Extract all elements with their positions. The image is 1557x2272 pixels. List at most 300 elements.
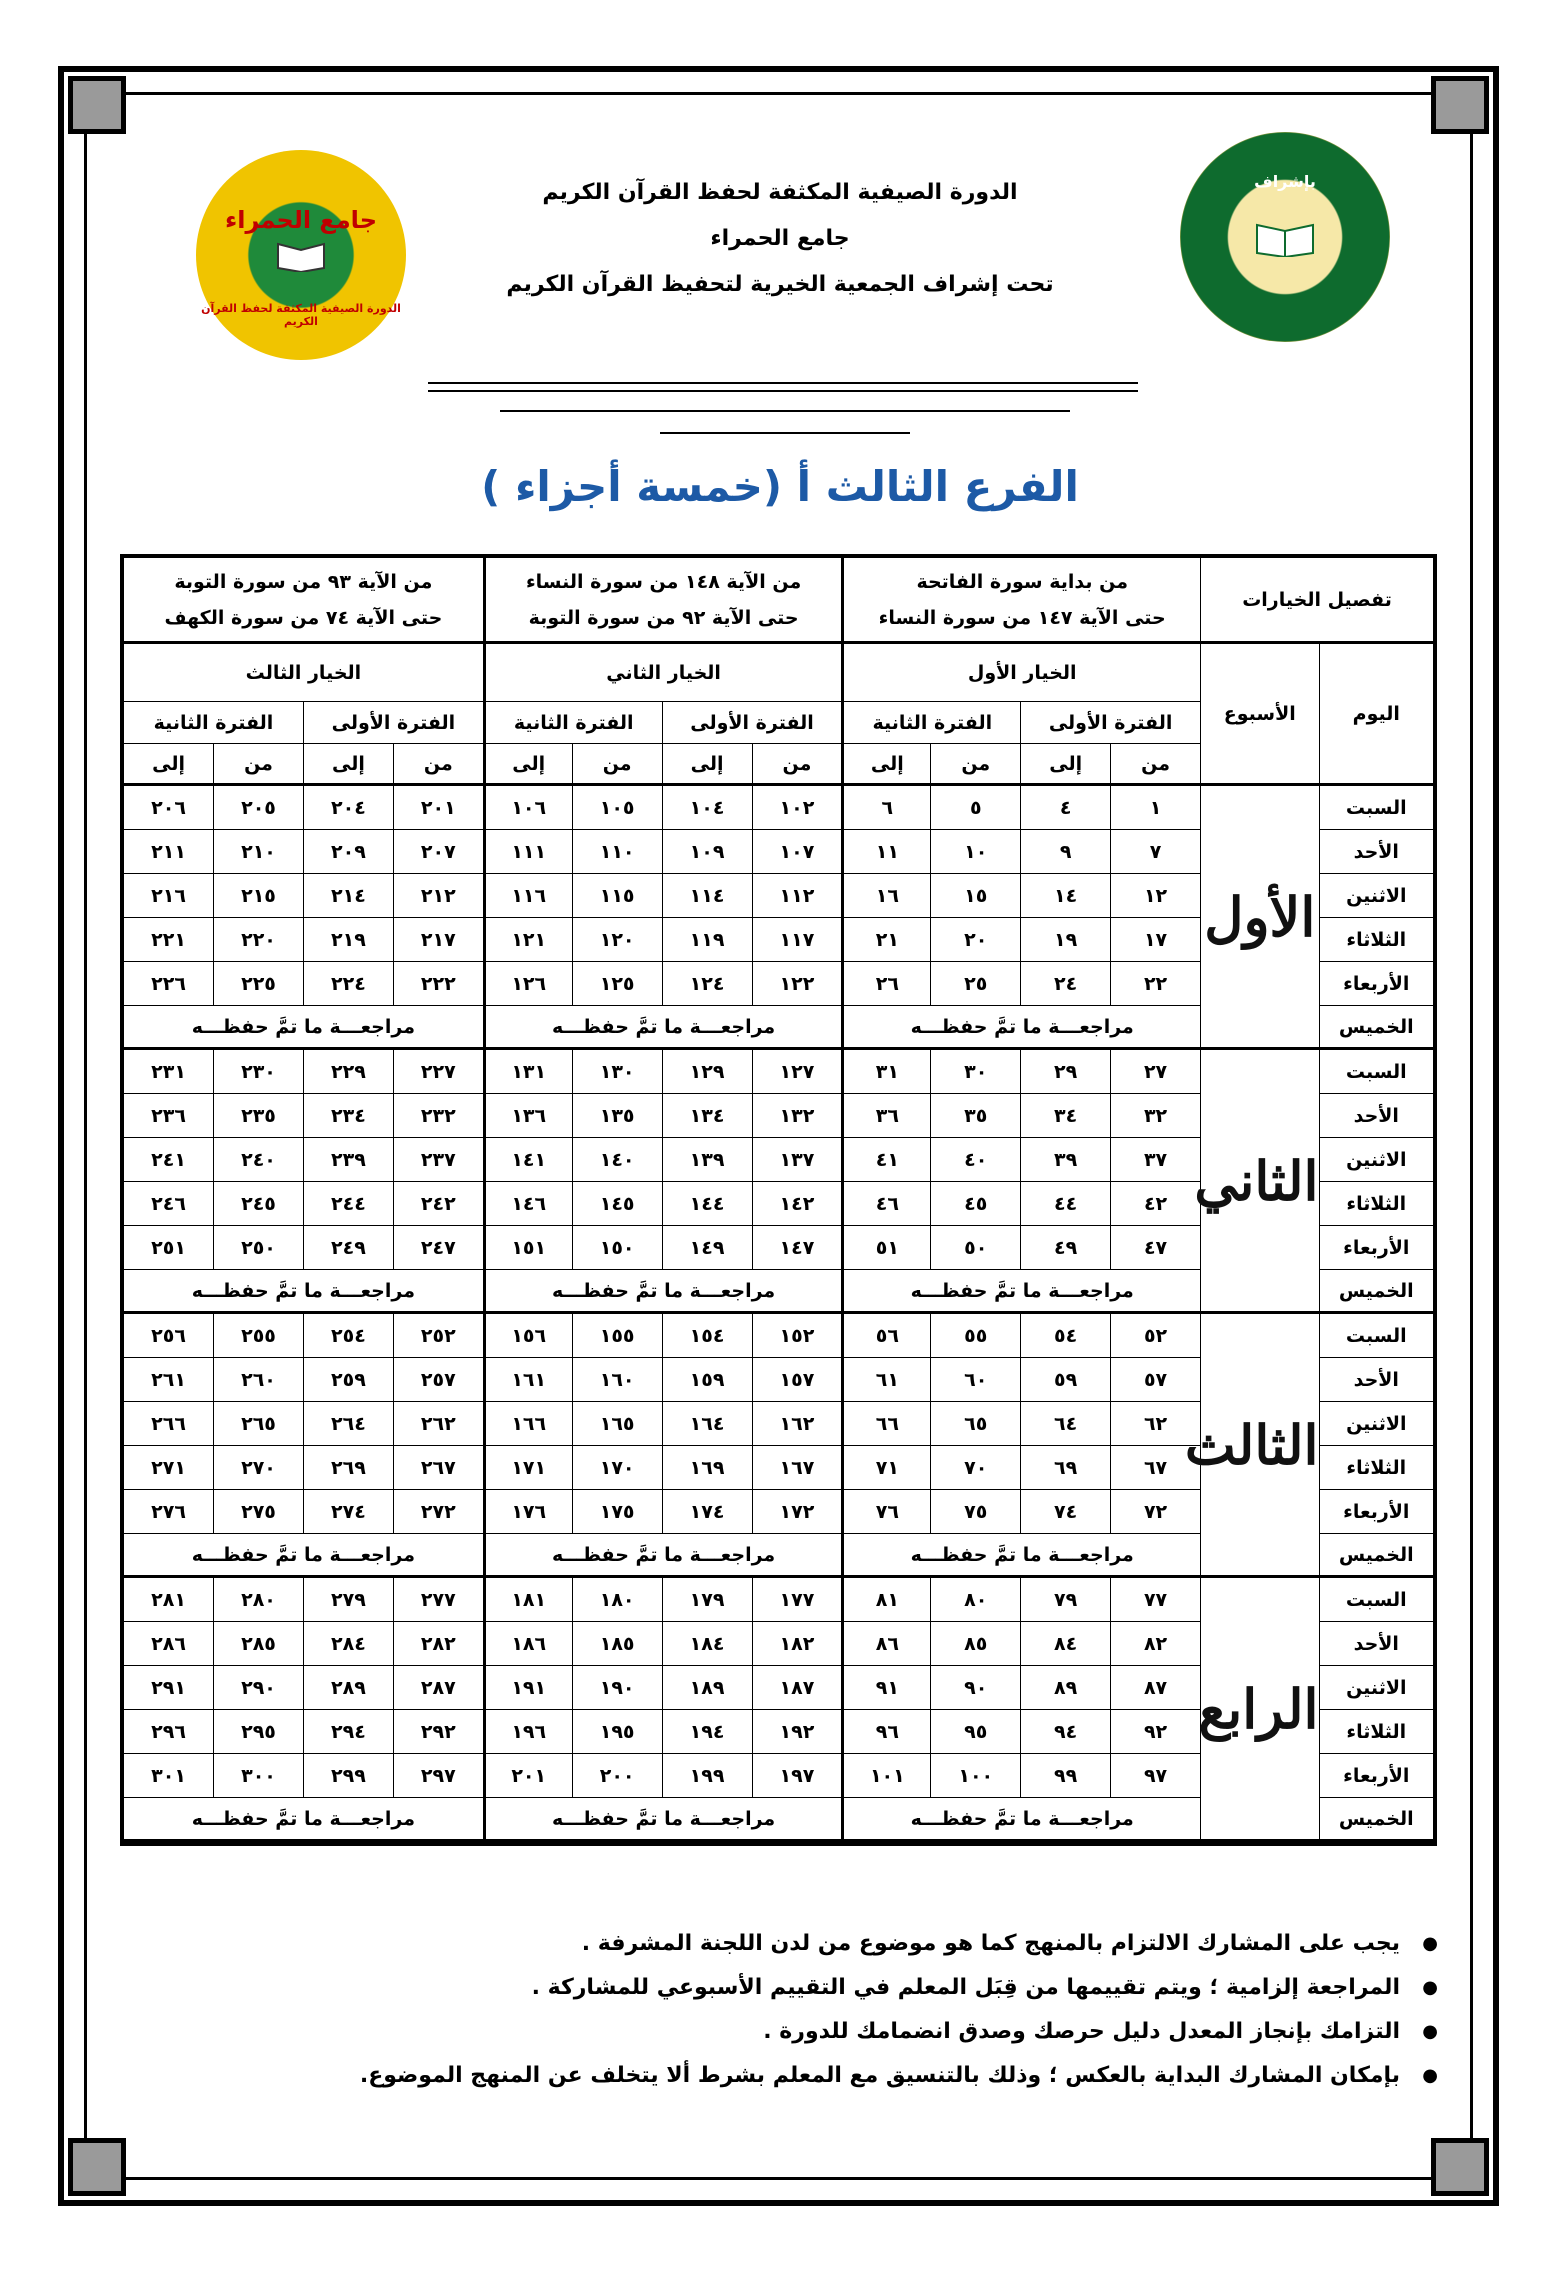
verse-number-cell: ٢٠١ (393, 786, 483, 830)
verse-number-cell: ٢٤٧ (393, 1226, 483, 1270)
verse-number-cell: ٢٤٤ (303, 1182, 393, 1226)
verse-number-cell: ٢٧٧ (393, 1578, 483, 1622)
verse-number-cell: ٢٨١ (124, 1578, 213, 1622)
review-cell: مراجعـــة ما تمَّ حفظـــه (483, 1270, 842, 1314)
day-cell: الخميس (1319, 1798, 1433, 1842)
verse-number-cell: ١٣٠ (572, 1050, 662, 1094)
verse-number-cell: ١٩٤ (662, 1710, 752, 1754)
verse-number-cell: ٨٠ (930, 1578, 1020, 1622)
corner-ornament-top-right (1431, 76, 1489, 134)
verse-number-cell: ٢٧٥ (213, 1490, 303, 1534)
table-row (124, 1314, 1433, 1358)
verse-number-cell: ٢١٦ (124, 874, 213, 918)
verse-number-cell: ١١٥ (572, 874, 662, 918)
verse-number-cell: ١٧٧ (752, 1578, 842, 1622)
verse-number-cell: ١٩١ (483, 1666, 572, 1710)
verse-number-cell: ٢٧٤ (303, 1490, 393, 1534)
verse-number-cell: ١٨٤ (662, 1622, 752, 1666)
verse-number-cell: ٢٧١ (124, 1446, 213, 1490)
verse-number-cell: ١٢ (1110, 874, 1200, 918)
verse-number-cell: ٥٢ (1110, 1314, 1200, 1358)
verse-number-cell: ١٤٦ (483, 1182, 572, 1226)
verse-number-cell: ١٢٧ (752, 1050, 842, 1094)
verse-number-cell: ١٦١ (483, 1358, 572, 1402)
verse-number-cell: ٢٨٥ (213, 1622, 303, 1666)
verse-number-cell: ٢٢٠ (213, 918, 303, 962)
day-cell: السبت (1319, 1050, 1433, 1094)
memorization-schedule-table (120, 554, 1437, 1846)
verse-number-cell: ٣٦ (841, 1094, 930, 1138)
verse-number-cell: ٢٣٧ (393, 1138, 483, 1182)
verse-number-cell: ٩٥ (930, 1710, 1020, 1754)
period-2-header: الفترة الثانية (841, 702, 1020, 744)
notes-list (150, 1922, 1440, 2098)
day-cell: الخميس (1319, 1270, 1433, 1314)
verse-number-cell: ٢٥٩ (303, 1358, 393, 1402)
verse-number-cell: ٢٠١ (483, 1754, 572, 1798)
verse-number-cell: ١٣٢ (752, 1094, 842, 1138)
verse-number-cell: ٢٦٢ (393, 1402, 483, 1446)
verse-number-cell: ٧٠ (930, 1446, 1020, 1490)
review-cell: مراجعـــة ما تمَّ حفظـــه (483, 1534, 842, 1578)
to-column-header: إلى (1020, 744, 1110, 786)
verse-number-cell: ٣٤ (1020, 1094, 1110, 1138)
verse-number-cell: ٨١ (841, 1578, 930, 1622)
verse-number-cell: ٢٤١ (124, 1138, 213, 1182)
verse-number-cell: ٢٤٠ (213, 1138, 303, 1182)
week-name-cell: الأول (1200, 786, 1319, 1050)
verse-number-cell: ٢١١ (124, 830, 213, 874)
corner-ornament-top-left (68, 76, 126, 134)
verse-number-cell: ٢٦٧ (393, 1446, 483, 1490)
day-cell: الخميس (1319, 1534, 1433, 1578)
option-3-header: الخيار الثالث (124, 644, 483, 702)
verse-number-cell: ٢٣٠ (213, 1050, 303, 1094)
table-row (124, 1050, 1433, 1094)
verse-number-cell: ٢٩٥ (213, 1710, 303, 1754)
verse-number-cell: ٣٥ (930, 1094, 1020, 1138)
verse-number-cell: ١٣٧ (752, 1138, 842, 1182)
verse-number-cell: ١٦٦ (483, 1402, 572, 1446)
day-cell: الاثنين (1319, 1402, 1433, 1446)
week-name-cell: الثالث (1200, 1314, 1319, 1578)
to-column-header: إلى (662, 744, 752, 786)
verse-number-cell: ١٤٢ (752, 1182, 842, 1226)
verse-number-cell: ١٢٦ (483, 962, 572, 1006)
review-cell: مراجعـــة ما تمَّ حفظـــه (841, 1534, 1200, 1578)
verse-number-cell: ٣٠ (930, 1050, 1020, 1094)
verse-number-cell: ١٧٩ (662, 1578, 752, 1622)
verse-number-cell: ١٨٥ (572, 1622, 662, 1666)
to-column-header: إلى (124, 744, 213, 786)
verse-number-cell: ٩١ (841, 1666, 930, 1710)
period-1-header: الفترة الأولى (662, 702, 842, 744)
options-label: تفصيل الخيارات (1200, 558, 1433, 644)
logo-caption: بإشراف (1254, 172, 1316, 191)
verse-number-cell: ٦٠ (930, 1358, 1020, 1402)
verse-number-cell: ١ (1110, 786, 1200, 830)
verse-number-cell: ١٦ (841, 874, 930, 918)
day-cell: الأربعاء (1319, 1754, 1433, 1798)
note-item (150, 1966, 1440, 2010)
verse-number-cell: ٣٠٠ (213, 1754, 303, 1798)
verse-number-cell: ١٠١ (841, 1754, 930, 1798)
verse-number-cell: ١٩٧ (752, 1754, 842, 1798)
verse-number-cell: ٢٨٧ (393, 1666, 483, 1710)
option-2-header: الخيار الثاني (483, 644, 842, 702)
option-range-start: من الآية ١٤٨ من سورة النساء (525, 570, 802, 593)
verse-number-cell: ٦٢ (1110, 1402, 1200, 1446)
verse-number-cell: ٢٤٩ (303, 1226, 393, 1270)
day-cell: الثلاثاء (1319, 1182, 1433, 1226)
verse-number-cell: ٢٨٦ (124, 1622, 213, 1666)
note-item (150, 2054, 1440, 2098)
verse-number-cell: ٥٠ (930, 1226, 1020, 1270)
verse-number-cell: ٢٥٦ (124, 1314, 213, 1358)
review-cell: مراجعـــة ما تمَّ حفظـــه (124, 1006, 483, 1050)
verse-number-cell: ١١ (841, 830, 930, 874)
day-cell: الأربعاء (1319, 1490, 1433, 1534)
day-cell: الأحد (1319, 1622, 1433, 1666)
option-range-end: حتى الآية ٩٢ من سورة التوبة (528, 606, 799, 629)
verse-number-cell: ٢٧٦ (124, 1490, 213, 1534)
verse-number-cell: ٢٩٧ (393, 1754, 483, 1798)
bullet-icon: ● (1422, 1933, 1438, 1954)
corner-ornament-bottom-left (68, 2138, 126, 2196)
page-title: الفرع الثالث أ (خمسة أجزاء ) (481, 462, 1079, 511)
verse-number-cell: ٢٦٥ (213, 1402, 303, 1446)
verse-number-cell: ٢٨٤ (303, 1622, 393, 1666)
verse-number-cell: ١٠٢ (752, 786, 842, 830)
option-range-end: حتى الآية ١٤٧ من سورة النساء (878, 606, 1166, 629)
day-cell: الخميس (1319, 1006, 1433, 1050)
day-cell: الاثنين (1319, 874, 1433, 918)
verse-number-cell: ٢٣٤ (303, 1094, 393, 1138)
from-column-header: من (752, 744, 842, 786)
verse-number-cell: ٢٣٦ (124, 1094, 213, 1138)
verse-number-cell: ١٧٥ (572, 1490, 662, 1534)
review-cell: مراجعـــة ما تمَّ حفظـــه (483, 1006, 842, 1050)
note-text: بإمكان المشارك البداية بالعكس ؛ وذلك بالتنسيق مع المعلم بشرط ألا يتخلف عن المنهج الموضوع. (359, 2063, 1400, 2088)
verse-number-cell: ١٢٥ (572, 962, 662, 1006)
header-rule (428, 382, 1138, 384)
verse-number-cell: ٣٢ (1110, 1094, 1200, 1138)
verse-number-cell: ١٥ (930, 874, 1020, 918)
supervision-line: تحت إشراف الجمعية الخيرية لتحفيظ القرآن الكريم (506, 272, 1054, 297)
verse-number-cell: ١٥٦ (483, 1314, 572, 1358)
verse-number-cell: ٢٥٠ (213, 1226, 303, 1270)
option-range-3 (124, 558, 483, 644)
verse-number-cell: ٢٠٤ (303, 786, 393, 830)
verse-number-cell: ١١٩ (662, 918, 752, 962)
verse-number-cell: ٢١ (841, 918, 930, 962)
verse-number-cell: ٤٢ (1110, 1182, 1200, 1226)
verse-number-cell: ١٠٩ (662, 830, 752, 874)
verse-number-cell: ٤ (1020, 786, 1110, 830)
verse-number-cell: ١٩ (1020, 918, 1110, 962)
from-column-header: من (213, 744, 303, 786)
verse-number-cell: ٤٩ (1020, 1226, 1110, 1270)
verse-number-cell: ٢٤٥ (213, 1182, 303, 1226)
to-column-header: إلى (303, 744, 393, 786)
verse-number-cell: ١٦٩ (662, 1446, 752, 1490)
open-book-icon (276, 238, 326, 272)
verse-number-cell: ٦٥ (930, 1402, 1020, 1446)
verse-number-cell: ٨٤ (1020, 1622, 1110, 1666)
verse-number-cell: ١٩٥ (572, 1710, 662, 1754)
verse-number-cell: ١٣٥ (572, 1094, 662, 1138)
verse-number-cell: ٢٦٤ (303, 1402, 393, 1446)
verse-number-cell: ٣٠١ (124, 1754, 213, 1798)
day-cell: الأحد (1319, 830, 1433, 874)
verse-number-cell: ١٤٠ (572, 1138, 662, 1182)
verse-number-cell: ١٦٠ (572, 1358, 662, 1402)
verse-number-cell: ١٧ (1110, 918, 1200, 962)
logo-mosque-name: جامع الحمراء (225, 206, 377, 234)
option-range-start: من الآية ٩٣ من سورة التوبة (174, 570, 433, 593)
verse-number-cell: ١٠٠ (930, 1754, 1020, 1798)
verse-number-cell: ١٣٩ (662, 1138, 752, 1182)
logo-ring-text: الدورة الصيفية المكثفة لحفظ القرآن الكريم (201, 302, 401, 328)
period-1-header: الفترة الأولى (303, 702, 483, 744)
verse-number-cell: ١٩٩ (662, 1754, 752, 1798)
course-name: الدورة الصيفية المكثفة لحفظ القرآن الكريم (542, 180, 1018, 205)
verse-number-cell: ٢٢١ (124, 918, 213, 962)
day-cell: الأحد (1319, 1094, 1433, 1138)
note-text: يجب على المشارك الالتزام بالمنهج كما هو موضوع من لدن اللجنة المشرفة . (581, 1931, 1400, 1956)
verse-number-cell: ٢٦٩ (303, 1446, 393, 1490)
verse-number-cell: ١٣٤ (662, 1094, 752, 1138)
note-item (150, 2010, 1440, 2054)
verse-number-cell: ٢٧٠ (213, 1446, 303, 1490)
day-cell: السبت (1319, 786, 1433, 830)
verse-number-cell: ٢٧٩ (303, 1578, 393, 1622)
verse-number-cell: ٢١٧ (393, 918, 483, 962)
week-column-header: الأسبوع (1200, 644, 1319, 786)
verse-number-cell: ١١٠ (572, 830, 662, 874)
period-2-header: الفترة الثانية (483, 702, 662, 744)
verse-number-cell: ٨٦ (841, 1622, 930, 1666)
verse-number-cell: ٧١ (841, 1446, 930, 1490)
option-range-end: حتى الآية ٧٤ من سورة الكهف (164, 606, 443, 629)
verse-number-cell: ٤٠ (930, 1138, 1020, 1182)
verse-number-cell: ٢٥٤ (303, 1314, 393, 1358)
verse-number-cell: ٢٥١ (124, 1226, 213, 1270)
verse-number-cell: ٧٥ (930, 1490, 1020, 1534)
verse-number-cell: ٢٥٢ (393, 1314, 483, 1358)
verse-number-cell: ٤٧ (1110, 1226, 1200, 1270)
option-range-start: من بداية سورة الفاتحة (916, 570, 1128, 593)
verse-number-cell: ١٧٦ (483, 1490, 572, 1534)
verse-number-cell: ٨٢ (1110, 1622, 1200, 1666)
verse-number-cell: ٣٧ (1110, 1138, 1200, 1182)
verse-number-cell: ١٥٤ (662, 1314, 752, 1358)
verse-number-cell: ٢٤٦ (124, 1182, 213, 1226)
verse-number-cell: ٦٩ (1020, 1446, 1110, 1490)
verse-number-cell: ١٢٩ (662, 1050, 752, 1094)
verse-number-cell: ٥٩ (1020, 1358, 1110, 1402)
day-cell: الثلاثاء (1319, 1710, 1433, 1754)
verse-number-cell: ١٧٢ (752, 1490, 842, 1534)
verse-number-cell: ١٠٤ (662, 786, 752, 830)
verse-number-cell: ١٢١ (483, 918, 572, 962)
verse-number-cell: ٢٠٧ (393, 830, 483, 874)
review-cell: مراجعـــة ما تمَّ حفظـــه (124, 1270, 483, 1314)
verse-number-cell: ٨٥ (930, 1622, 1020, 1666)
day-cell: الأربعاء (1319, 962, 1433, 1006)
verse-number-cell: ١٦٥ (572, 1402, 662, 1446)
verse-number-cell: ١٥٧ (752, 1358, 842, 1402)
verse-number-cell: ١٢٢ (752, 962, 842, 1006)
verse-number-cell: ١٨١ (483, 1578, 572, 1622)
verse-number-cell: ١٠٦ (483, 786, 572, 830)
table-row (124, 786, 1433, 830)
verse-number-cell: ٢٢٧ (393, 1050, 483, 1094)
verse-number-cell: ٢١٢ (393, 874, 483, 918)
option-range-2 (483, 558, 842, 644)
period-1-header: الفترة الأولى (1020, 702, 1200, 744)
day-column-header: اليوم (1319, 644, 1433, 786)
verse-number-cell: ٢٠ (930, 918, 1020, 962)
day-cell: الأحد (1319, 1358, 1433, 1402)
mosque-course-logo (196, 150, 406, 360)
day-cell: السبت (1319, 1314, 1433, 1358)
verse-number-cell: ١٩٦ (483, 1710, 572, 1754)
verse-number-cell: ١٤٥ (572, 1182, 662, 1226)
verse-number-cell: ٦ (841, 786, 930, 830)
review-cell: مراجعـــة ما تمَّ حفظـــه (124, 1798, 483, 1842)
verse-number-cell: ٥١ (841, 1226, 930, 1270)
review-cell: مراجعـــة ما تمَّ حفظـــه (841, 1798, 1200, 1842)
header-rule (500, 410, 1070, 412)
verse-number-cell: ٩٢ (1110, 1710, 1200, 1754)
day-cell: السبت (1319, 1578, 1433, 1622)
verse-number-cell: ١٤١ (483, 1138, 572, 1182)
to-column-header: إلى (841, 744, 930, 786)
verse-number-cell: ٩ (1020, 830, 1110, 874)
verse-number-cell: ٢٨٠ (213, 1578, 303, 1622)
verse-number-cell: ٢٩٩ (303, 1754, 393, 1798)
verse-number-cell: ٧٧ (1110, 1578, 1200, 1622)
verse-number-cell: ٦٧ (1110, 1446, 1200, 1490)
table-row (124, 1578, 1433, 1622)
verse-number-cell: ٢٧٢ (393, 1490, 483, 1534)
verse-number-cell: ٤٥ (930, 1182, 1020, 1226)
verse-number-cell: ١٦٢ (752, 1402, 842, 1446)
verse-number-cell: ٢٩١ (124, 1666, 213, 1710)
verse-number-cell: ٢٦١ (124, 1358, 213, 1402)
verse-number-cell: ١٨٩ (662, 1666, 752, 1710)
bullet-icon: ● (1422, 2065, 1438, 2086)
verse-number-cell: ١٨٢ (752, 1622, 842, 1666)
verse-number-cell: ١٨٦ (483, 1622, 572, 1666)
verse-number-cell: ٢٨٩ (303, 1666, 393, 1710)
verse-number-cell: ٢٢٢ (393, 962, 483, 1006)
verse-number-cell: ٢٣٩ (303, 1138, 393, 1182)
verse-number-cell: ٢٣١ (124, 1050, 213, 1094)
day-cell: الثلاثاء (1319, 918, 1433, 962)
verse-number-cell: ١٩٢ (752, 1710, 842, 1754)
verse-number-cell: ٢٢٩ (303, 1050, 393, 1094)
from-column-header: من (393, 744, 483, 786)
from-column-header: من (572, 744, 662, 786)
verse-number-cell: ٢٦٠ (213, 1358, 303, 1402)
verse-number-cell: ٥٥ (930, 1314, 1020, 1358)
verse-number-cell: ١٢٠ (572, 918, 662, 962)
verse-number-cell: ٥٤ (1020, 1314, 1110, 1358)
page-header (420, 170, 1140, 308)
verse-number-cell: ٢٣٢ (393, 1094, 483, 1138)
verse-number-cell: ٢٠٥ (213, 786, 303, 830)
verse-number-cell: ٩٤ (1020, 1710, 1110, 1754)
verse-number-cell: ١٤٧ (752, 1226, 842, 1270)
verse-number-cell: ٩٦ (841, 1710, 930, 1754)
verse-number-cell: ٢٤٢ (393, 1182, 483, 1226)
verse-number-cell: ١٧٤ (662, 1490, 752, 1534)
verse-number-cell: ٨٩ (1020, 1666, 1110, 1710)
verse-number-cell: ١٨٧ (752, 1666, 842, 1710)
week-name-cell: الرابع (1200, 1578, 1319, 1842)
verse-number-cell: ٢١٩ (303, 918, 393, 962)
header-rule (428, 390, 1138, 392)
bullet-icon: ● (1422, 2021, 1438, 2042)
verse-number-cell: ١٠٥ (572, 786, 662, 830)
from-column-header: من (930, 744, 1020, 786)
note-text: المراجعة إلزامية ؛ ويتم تقييمها من قِبَل المعلم في التقييم الأسبوعي للمشاركة . (531, 1975, 1400, 2000)
verse-number-cell: ٢٥ (930, 962, 1020, 1006)
verse-number-cell: ١٦٧ (752, 1446, 842, 1490)
verse-number-cell: ٧٦ (841, 1490, 930, 1534)
verse-number-cell: ٩٩ (1020, 1754, 1110, 1798)
verse-number-cell: ٢٣٥ (213, 1094, 303, 1138)
verse-number-cell: ٧ (1110, 830, 1200, 874)
verse-number-cell: ٣١ (841, 1050, 930, 1094)
note-item (150, 1922, 1440, 1966)
verse-number-cell: ١١٢ (752, 874, 842, 918)
verse-number-cell: ٦٦ (841, 1402, 930, 1446)
verse-number-cell: ٢٢ (1110, 962, 1200, 1006)
verse-number-cell: ٤١ (841, 1138, 930, 1182)
verse-number-cell: ٢٠٠ (572, 1754, 662, 1798)
verse-number-cell: ٢٢٤ (303, 962, 393, 1006)
verse-number-cell: ١٥١ (483, 1226, 572, 1270)
verse-number-cell: ٢١٠ (213, 830, 303, 874)
verse-number-cell: ٢٦ (841, 962, 930, 1006)
review-cell: مراجعـــة ما تمَّ حفظـــه (841, 1270, 1200, 1314)
verse-number-cell: ١٠ (930, 830, 1020, 874)
mosque-name: جامع الحمراء (710, 226, 850, 251)
verse-number-cell: ١٦٤ (662, 1402, 752, 1446)
verse-number-cell: ١٥٩ (662, 1358, 752, 1402)
verse-number-cell: ١٨٠ (572, 1578, 662, 1622)
to-column-header: إلى (483, 744, 572, 786)
day-cell: الاثنين (1319, 1138, 1433, 1182)
verse-number-cell: ١٤ (1020, 874, 1110, 918)
verse-number-cell: ٢٢٦ (124, 962, 213, 1006)
verse-number-cell: ١٤٩ (662, 1226, 752, 1270)
header-rule (660, 432, 910, 434)
period-2-header: الفترة الثانية (124, 702, 303, 744)
verse-number-cell: ٢١٤ (303, 874, 393, 918)
verse-number-cell: ٢٥٥ (213, 1314, 303, 1358)
option-1-header: الخيار الأول (841, 644, 1200, 702)
note-text: التزامك بإنجاز المعدل دليل حرصك وصدق انضمامك للدورة . (763, 2019, 1400, 2044)
day-cell: الأربعاء (1319, 1226, 1433, 1270)
day-cell: الاثنين (1319, 1666, 1433, 1710)
verse-number-cell: ٤٦ (841, 1182, 930, 1226)
verse-number-cell: ٢٨٢ (393, 1622, 483, 1666)
verse-number-cell: ٢١٥ (213, 874, 303, 918)
